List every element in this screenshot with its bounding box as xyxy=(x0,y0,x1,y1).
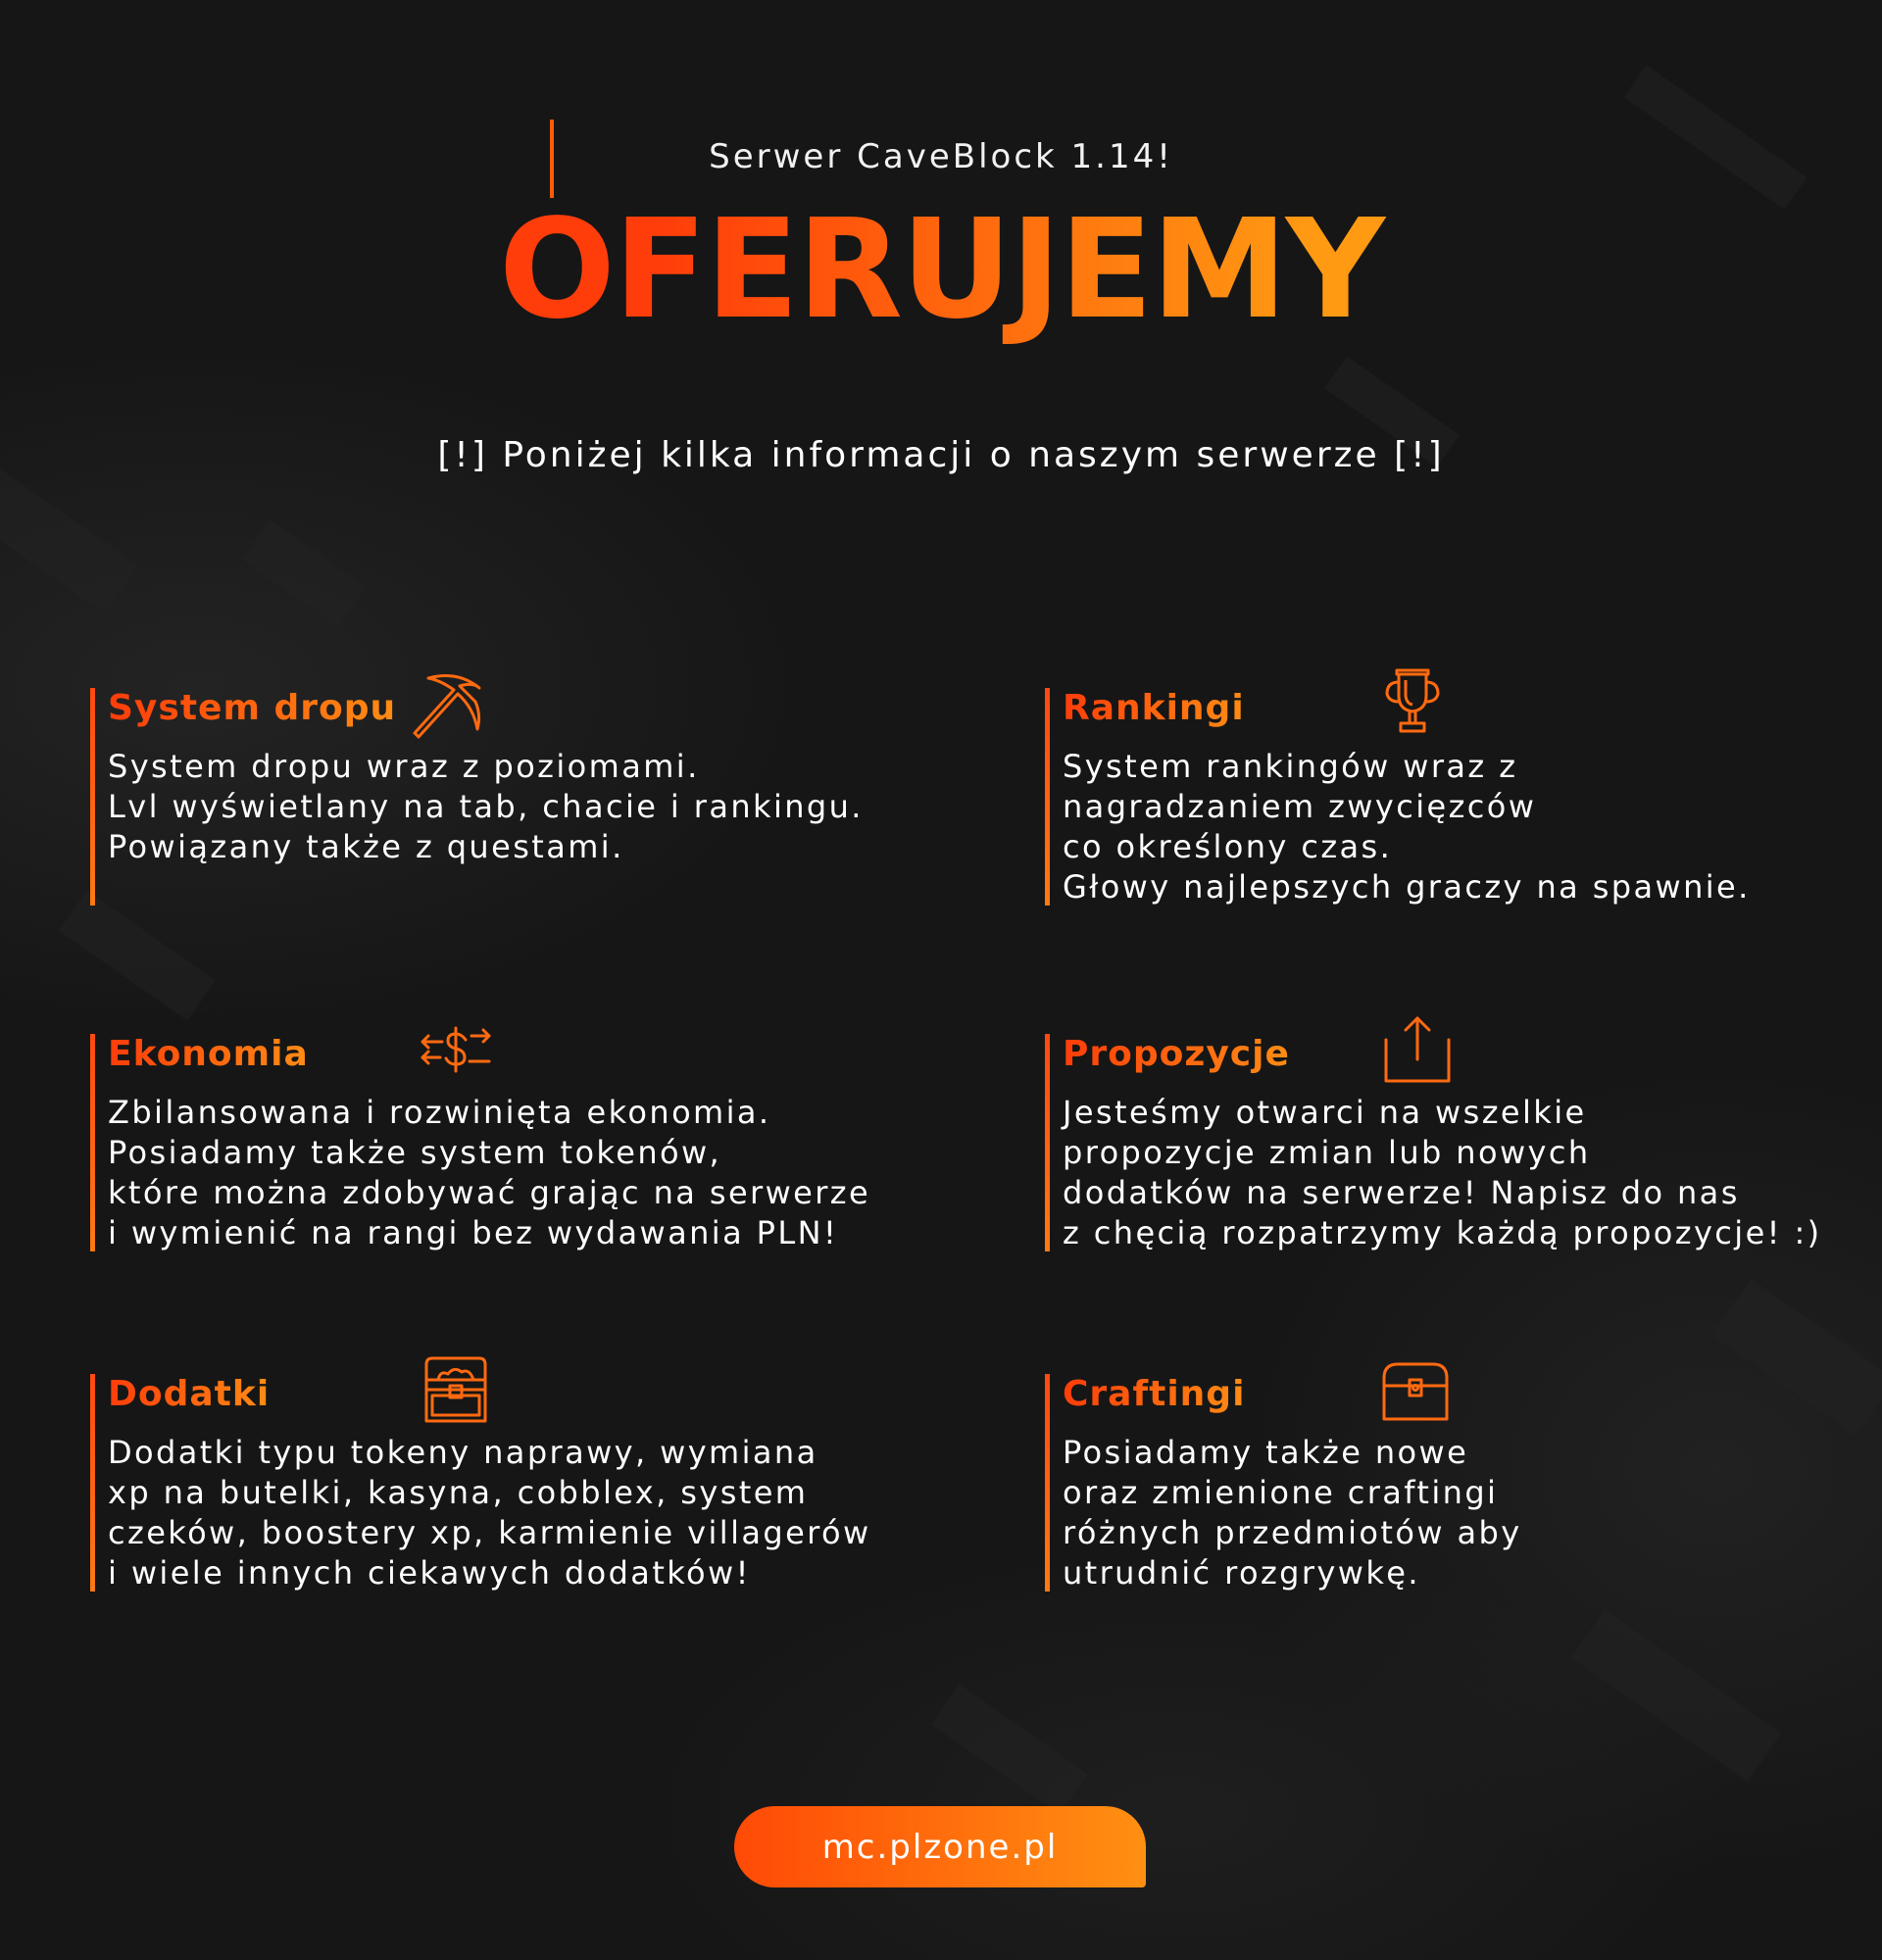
feature-title: Rankingi xyxy=(1063,688,1245,728)
feature-description: Dodatki typu tokeny naprawy, wymiana xp na butelki, kasyna, cobblex, system czeków, boostery xp, karmienie villagerów i wiele innych ciekawych dodatków! xyxy=(108,1434,871,1592)
money-exchange-icon xyxy=(419,1012,497,1091)
feature-title: Dodatki xyxy=(108,1374,271,1414)
feature-system-dropu xyxy=(90,688,972,906)
feature-description: Zbilansowana i rozwinięta ekonomia. Posiadamy także system tokenów, które można zdobywać grając na serwerze i wymienić na rangi bez wydawania PLN! xyxy=(108,1094,871,1251)
info-line: [!] Poniżej kilka informacji o naszym serwerze [!] xyxy=(437,435,1445,475)
treasure-chest-icon xyxy=(417,1350,495,1429)
bg-block xyxy=(1571,1609,1782,1781)
bg-block xyxy=(242,519,367,627)
feature-craftingi xyxy=(1045,1374,1882,1592)
bg-block xyxy=(59,891,216,1021)
server-address-button[interactable]: mc.plzone.pl xyxy=(734,1806,1146,1887)
feature-description: Posiadamy także nowe oraz zmienione craftingi różnych przedmiotów aby utrudnić rozgrywkę. xyxy=(1063,1434,1522,1592)
bg-block xyxy=(931,1685,1088,1815)
chest-icon xyxy=(1376,1352,1455,1431)
feature-title: Propozycje xyxy=(1063,1034,1290,1074)
feature-propozycje xyxy=(1045,1034,1882,1251)
feature-dodatki xyxy=(90,1374,972,1592)
bg-block xyxy=(0,465,138,613)
feature-title: Ekonomia xyxy=(108,1034,309,1074)
page-subtitle: Serwer CaveBlock 1.14! xyxy=(709,137,1173,176)
feature-title: System dropu xyxy=(108,688,397,728)
feature-ekonomia xyxy=(90,1034,972,1251)
feature-description: Jesteśmy otwarci na wszelkie propozycje zmian lub nowych dodatków na serwerze! Napisz do nas z chęcią rozpatrzymy każdą propozycje! :) xyxy=(1063,1094,1822,1251)
feature-title: Craftingi xyxy=(1063,1374,1246,1414)
feature-description: System dropu wraz z poziomami. Lvl wyświetlany na tab, chacie i rankingu. Powiązany także z questami. xyxy=(108,748,864,865)
page-title: OFERUJEMY xyxy=(0,192,1882,349)
feature-description: System rankingów wraz z nagradzaniem zwycięzców co określony czas. Głowy najlepszych graczy na spawnie. xyxy=(1063,748,1751,906)
feature-rankingi xyxy=(1045,688,1882,906)
pickaxe-icon xyxy=(409,668,487,747)
upload-icon xyxy=(1378,1010,1457,1089)
trophy-icon xyxy=(1373,662,1452,741)
